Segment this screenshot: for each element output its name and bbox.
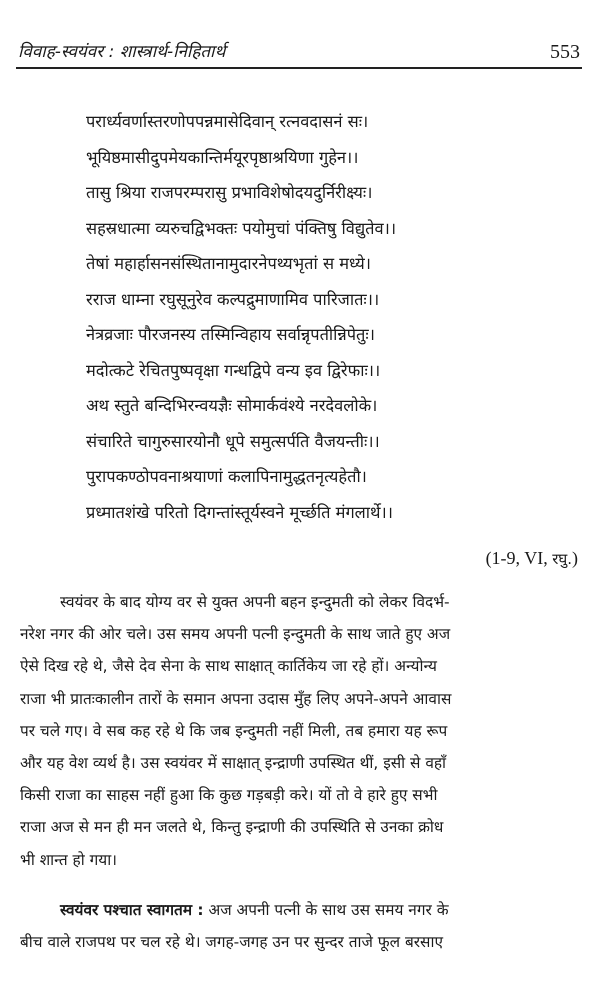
paragraph-line: राजा भी प्रातःकालीन तारों के समान अपना उदास मुँह लिए अपने-अपने आवास: [20, 689, 452, 708]
citation-source: रघु.: [552, 550, 572, 568]
verse-line: नेत्रव्रजाः पौरजनस्य तस्मिन्विहाय सर्वान्नृपतीन्निपेतुः।: [86, 325, 375, 344]
verse-line: पुरापकण्ठोपवनाश्रयाणां कलापिनामुद्धतनृत्यहेतौ।: [86, 467, 367, 486]
citation-suffix: ): [572, 548, 578, 568]
paragraph-line: [20, 894, 578, 926]
verse-line: अथ स्तुते बन्दिभिरन्वयज्ञैः सोमार्कवंश्ये नरदेवलोके।: [86, 396, 378, 415]
verse-line: मदोत्कटे रेचितपुष्पवृक्षा गन्धद्विपे वन्य इव द्विरेफाः।।: [86, 360, 381, 380]
paragraph-line: पर चले गए। वे सब कह रहे थे कि जब इन्दुमती नहीं मिली, तब हमारा यह रूप: [20, 721, 448, 740]
verse-citation: [486, 545, 578, 572]
paragraph-line: बीच वाले राजपथ पर चल रहे थे। जगह-जगह उन पर सुन्दर ताजे फूल बरसाए: [20, 933, 443, 952]
verse-line: परार्ध्यवर्णास्तरणोपपन्नमासेदिवान् रत्नवदासनं सः।: [86, 112, 369, 131]
verse-line: रराज धाम्ना रघुसूनुरेव कल्पद्रुमाणामिव पारिजातः।।: [86, 289, 380, 309]
paragraph-line: राजा अज से मन ही मन जलते थे, किन्तु इन्द्राणी की उपस्थिति से उनका क्रोध: [20, 818, 444, 837]
citation-prefix: (1-9, VI,: [485, 548, 553, 568]
paragraph-line: स्वयंवर के बाद योग्य वर से युक्त अपनी बहन इन्दुमती को लेकर विदर्भ-: [60, 593, 450, 611]
running-header: [18, 40, 580, 66]
paragraph-2: [20, 894, 578, 958]
paragraph-line: ऐसे दिख रहे थे, जैसे देव सेना के साथ साक्षात् कार्तिकेय जा रहे हों। अन्योन्य: [20, 657, 437, 676]
paragraph-line: किसी राजा का साहस नहीं हुआ कि कुछ गड़बड़ी करे। यों तो वे हारे हुए सभी: [20, 786, 438, 805]
verse-line: भूयिष्ठमासीदुपमेयकान्तिर्मयूरपृष्ठाश्रयिणा गुहेन।।: [86, 147, 359, 167]
verse-line: सहस्रधात्मा व्यरुचद्विभक्तः पयोमुचां पंक्तिषु विद्युतेव।।: [86, 218, 397, 238]
paragraph-text: अज अपनी पत्नी के साथ उस समय नगर के: [203, 901, 449, 919]
verse-line: संचारिते चागुरुसारयोनौ धूपे समुत्सर्पति वैजयन्तीः।।: [86, 431, 380, 451]
page-number: 553: [550, 41, 580, 63]
sanskrit-verse-block: [86, 104, 586, 530]
paragraph-line: और यह वेश व्यर्थ है। उस स्वयंवर में साक्षात् इन्द्राणी उपस्थित थीं, इसी से वहाँ: [20, 753, 447, 772]
section-heading: स्वयंवर पश्चात स्वागतम :: [60, 901, 204, 919]
paragraph-1: [20, 586, 578, 876]
paragraph-line: भी शान्त हो गया।: [20, 850, 118, 869]
verse-line: तासु श्रिया राजपरम्परासु प्रभाविशेषोदयदुर्निरीक्ष्यः।: [86, 183, 373, 202]
running-header-title: विवाह-स्वयंवर : शास्त्रार्थ-निहितार्थ: [18, 42, 226, 62]
paragraph-line: नरेश नगर की ओर चले। उस समय अपनी पत्नी इन्दुमती के साथ जाते हुए अज: [20, 625, 451, 644]
header-divider: [16, 67, 582, 69]
verse-line: प्रध्मातशंखे परितो दिगन्तांस्तूर्यस्वने मूर्च्छति मंगलार्थे।।: [86, 502, 393, 522]
verse-line: तेषां महार्हासनसंस्थितानामुदारनेपथ्यभृतां स मध्ये।: [86, 254, 371, 273]
